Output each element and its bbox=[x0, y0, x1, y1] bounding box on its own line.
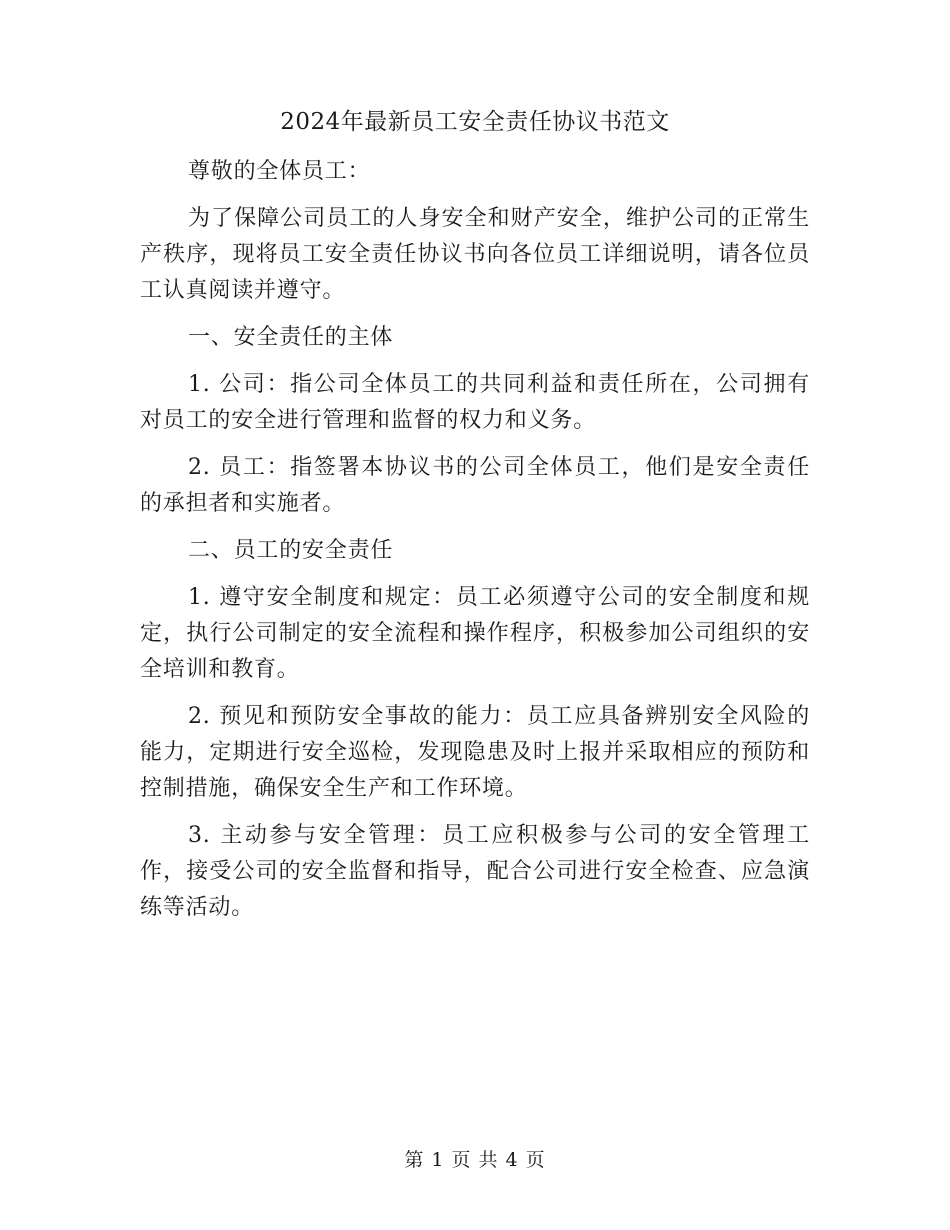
clause-paragraph: 1. 遵守安全制度和规定：员工必须遵守公司的安全制度和规定，执行公司制定的安全流程和操作程序，积极参加公司组织的安全培训和教育。 bbox=[140, 585, 810, 682]
document-title: 2024年最新员工安全责任协议书范文 bbox=[280, 109, 670, 135]
intro-paragraph: 为了保障公司员工的人身安全和财产安全，维护公司的正常生产秩序，现将员工安全责任协议书向各位员工详细说明，请各位员工认真阅读并遵守。 bbox=[140, 206, 810, 303]
section-heading-2: 二、员工的安全责任 bbox=[188, 538, 394, 563]
document-body bbox=[140, 154, 810, 937]
section-heading-1: 一、安全责任的主体 bbox=[188, 325, 394, 350]
clause-paragraph: 2. 预见和预防安全事故的能力：员工应具备辨别安全风险的能力，定期进行安全巡检，发现隐患及时上报并采取相应的预防和控制措施，确保安全生产和工作环境。 bbox=[140, 704, 810, 801]
clause-paragraph: 2. 员工：指签署本协议书的公司全体员工，他们是安全责任的承担者和实施者。 bbox=[140, 455, 810, 516]
greeting-paragraph: 尊敬的全体员工： bbox=[188, 159, 371, 184]
page-number-footer: 第 1 页 共 4 页 bbox=[404, 1149, 546, 1171]
clause-paragraph: 1. 公司：指公司全体员工的共同利益和责任所在，公司拥有对员工的安全进行管理和监督的权力和义务。 bbox=[140, 372, 810, 433]
clause-paragraph: 3. 主动参与安全管理：员工应积极参与公司的安全管理工作，接受公司的安全监督和指导，配合公司进行安全检查、应急演练等活动。 bbox=[140, 823, 810, 920]
